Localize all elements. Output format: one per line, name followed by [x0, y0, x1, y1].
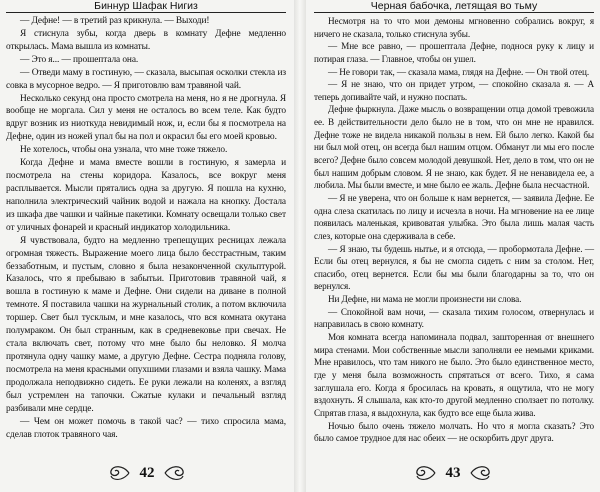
- page-number: 42: [139, 464, 155, 481]
- butterfly-flourish-icon: [411, 463, 437, 483]
- right-page: [306, 0, 600, 492]
- paragraph: — Это я... — прошептала она.: [20, 54, 139, 65]
- paragraph: — Я не знаю, что он придет утром, — спокойно сказала я. — А теперь допивайте чай, и нужно поспать.: [314, 79, 594, 102]
- book-gutter: [294, 0, 306, 492]
- paragraph: Ни Дефне, ни мама не могли произнести ни слова.: [328, 294, 522, 305]
- paragraph: Моя комната всегда напоминала подвал, зашторенная от внешнего мира стенами. Мои собственные мысли заполняли ее немыми криками. Мне нравилось, что там никого не было. Это было единственное место, где у меня была возможность спрятаться от всего. Тихо, я сама заглушала его. Когда я бросилась на кровать, я ощутила, что не могу вздохнуть. Я слышала, как кто-то другой медленно сползает по потолку. Спрятав глаза, я выдохнула, как будто все еще была жива.: [314, 332, 594, 418]
- butterfly-flourish-icon: [163, 463, 189, 483]
- paragraph: Не хотелось, чтобы она узнала, что мне тоже тяжело.: [20, 145, 228, 156]
- paragraph: — Я не уверена, что он больше к нам вернется, — заявила Дефне. Ее одна слеза скатилась по лицу и исчезла в ночи. На мгновение на ее лице появилась маленькая, кривоватая улыбка. Это была лишь малая часть слез, которые она сдерживала в себе.: [314, 192, 594, 241]
- left-folio: [0, 460, 294, 486]
- paragraph: Несмотря на то что мои демоны мгновенно собрались вокруг, я ничего не сказала, только стиснула зубы.: [314, 16, 594, 39]
- paragraph: — Не говори так, — сказала мама, глядя на Дефне. — Он твой отец.: [328, 66, 590, 77]
- paragraph: — Дефне! — в третий раз крикнула. — Выходи!: [20, 16, 210, 26]
- paragraph: Несколько секунд она просто смотрела на меня, но я не дрогнула. Я вообще не моргала. Сил у меня не осталось во всем теле. Как будто вдруг возник из ниоткуда невидимый нож, и, если бы я посмотрела на Дефне, один из ножей упал бы на пол и окрасил бы его моей кровью.: [6, 93, 286, 143]
- paragraph: Ночью было очень тяжело молчать. Но что я могла сказать? Это было самое трудное для нас обеих — не оскорбить друг друга.: [314, 420, 594, 444]
- butterfly-flourish-icon: [469, 463, 495, 483]
- paragraph: Я чувствовала, будто на медленно трепещущих ресницах лежала огромная тяжесть. Выражение моего лица было бесстрастным, таким беззаботным, и пустым, словно я была незаконченной скульптурой. Казалось, что я пребываю в забытьи. Приготовив травяной чай, я вошла в гостиную к маме и Дефне. Они сидели на диване в полной темноте. Я поставила чашки на журнальный столик, а потом включила торшер. Свет был тусклым, и мне казалось, что вся комната окутана полумраком. Он был странным, как в средневековье при свечах. Не стала включать свет, потому что мне было бы неловко. Я молча протянула одну чашку маме, а другую Дефне. Сестра подняла голову, посмотрела на меня красными опухшими глазами и взяла чашку. Мама продолжала неподвижно сидеть. Ее руки лежали на коленях, а взгляд был устремлен на тапочки. Сжатые кулаки и печальный взгляд разбивали мне сердце.: [6, 235, 286, 414]
- right-folio: [306, 460, 600, 486]
- paragraph: Я стиснула зубы, когда дверь в комнату Дефне медленно открылась. Мама вышла из комнаты.: [6, 28, 286, 52]
- page-number: 43: [445, 464, 461, 481]
- paragraph: — Мне все равно, — прошептала Дефне, поднося руку к лицу и потирая глаза. — Главное, чтобы он ушел.: [314, 41, 594, 64]
- butterfly-flourish-icon: [105, 463, 131, 483]
- paragraph: Дефне фыркнула. Даже мысль о возвращении отца домой тревожила ее. В действительности дело было не в том, что он мне не нравился. Дефне тоже не видела никакой пользы в нем. Ей было легко. Какой бы ни был мой отец, он всегда был нашим отцом. Обманут ли мы его после всего? Дефне было совсем молодой девушкой. Нет, дело в том, что он не был нашим добрым словом. Я не знаю, как будет. Я не ненавидела ее, а любила. Мы были вместе, и мне было ее жаль. Дефне была несчастной.: [314, 104, 594, 191]
- left-page-text: [6, 15, 286, 441]
- paragraph: — Я знаю, ты будешь нытье, и я отсюда, — пробормотала Дефне. — Если бы отец вернулся, я бы не смогла сидеть с ним за столом. Нет, спасибо, отец вернется. Если бы мы были благодарны за то, что он вернулся.: [314, 243, 594, 292]
- paragraph: — Чем он может помочь в такой час? — тихо спросила мама, сделав глоток травяного чая.: [6, 416, 286, 440]
- right-page-text: [314, 15, 594, 445]
- paragraph: — Отведи маму в гостиную, — сказала, высыпая осколки стекла из совка в мусорное ведро. — Я приготовлю вам травяной чай.: [6, 67, 286, 91]
- running-head-author: Биннур Шафак Нигиз: [6, 0, 286, 13]
- paragraph: — Спокойной вам ночи, — сказала тихим голосом, отвернулась и направилась в свою комнату.: [314, 306, 594, 330]
- paragraph: Когда Дефне и мама вместе вошли в гостиную, я замерла и посмотрела на стены коридора. Казалось, все вокруг меня расплывается. Мысли прятались одна за другую. Я пошла на кухню, наполнила электрический чайник водой и нажала на кнопку. Достала из шкафа две чашки и чайные пакетики. Комнату освещали только свет от уличных фонарей и красный индикатор холодильника.: [6, 158, 286, 233]
- left-page: [0, 0, 294, 492]
- running-head-title: Черная бабочка, летящая во тьму: [314, 0, 594, 13]
